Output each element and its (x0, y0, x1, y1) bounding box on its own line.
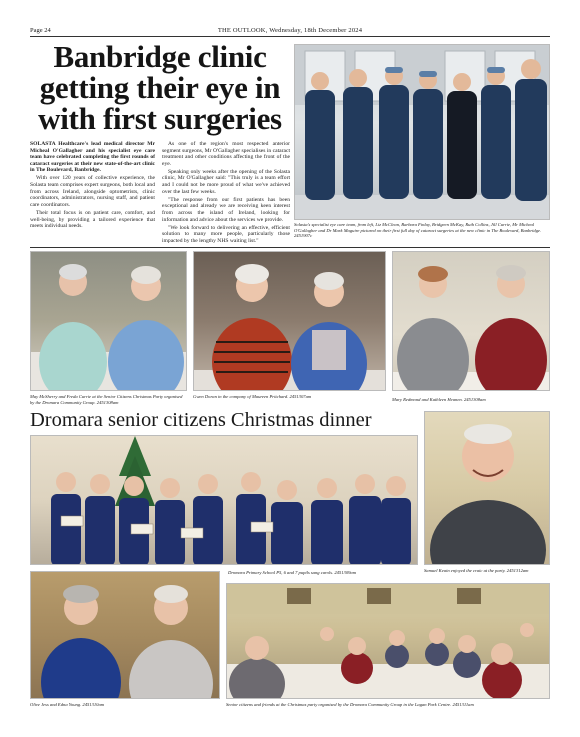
photo-olive-edna (30, 571, 220, 699)
photo-school-choir (30, 435, 418, 565)
header-rule (30, 36, 550, 37)
caption-olive-edna: Olive Jess and Edna Young. 2451310am (30, 702, 105, 707)
article-column-2 (162, 141, 290, 246)
photo-samuel-illustration (425, 412, 550, 565)
article-paragraph: Speaking only weeks after the opening of the Solasta clinic, Mr O'Gallagher said: "This truly is a team effort and I could not be more proud of what we've achieved over the last few weeks. (162, 168, 290, 195)
article-paragraph: "The response from our first patients has been exceptional and already we are receiving keen interest from across the island of Ireland, looking for information and advice about the services we provide. (162, 196, 290, 223)
photo-may-freda-illustration (31, 252, 187, 391)
headline-line: getting their eye in (39, 70, 281, 105)
caption-mary-kathleen: Mary Redmond and Kathleen Heanen. 2451308am (392, 397, 486, 402)
photo-gwen-maureen-illustration (194, 252, 386, 391)
article-paragraph: As one of the region's most respected anterior segment surgeons, Mr O'Gallagher specialises in cataract treatment and other conditions affecting the front of the eye. (162, 141, 290, 167)
photo-samuel (424, 411, 550, 565)
article-paragraph: With over 120 years of collective experience, the Solasta team comprises expert surgeons, both local and from across Ireland, alongside optometrists, clinic coordinators, administrators, nursing staff, and patient care coordinators. (30, 175, 155, 208)
article-paragraph: Their total focus is on patient care, comfort, and well-being, by providing a tailored experience that meets individual needs. (30, 209, 155, 230)
caption-school-choir: Dromara Primary School P5, 6 and 7 pupils sang carols. 2451309am (228, 570, 357, 575)
article-column-1 (30, 141, 155, 246)
photo-mary-kathleen (392, 251, 550, 391)
caption-samuel: Samuel Keain enjoyed the craic at the party. 2451312am (424, 568, 529, 573)
publication-line: THE OUTLOOK, Wednesday, 18th December 2024 (217, 27, 363, 34)
photo-mary-kathleen-illustration (393, 252, 550, 391)
photo-party-hall-illustration (227, 584, 550, 699)
headline-line: Banbridge clinic (53, 39, 267, 74)
photo-may-freda (30, 251, 187, 391)
headline-line: with first surgeries (38, 101, 282, 136)
section-title: Dromara senior citizens Christmas dinner (30, 409, 372, 431)
clinic-photo-caption: Solasta's specialist eye care team, from left, Liz McClean, Barbara Finlay, Bridgeen McKay, Ruth Collins, Jill Currie, Mr Micheal O'Gallagher and Dr Mark Maguire pictured on their first full day of cataract surgeries at the new clinic in The Boulevard, Banbridge. 2451907c (294, 222, 542, 239)
article-headline (30, 41, 290, 134)
caption-party-hall: Senior citizens and friends at the Christmas party organised by the Dromara Community Group in the Lagan Park Centre. 2451311am (226, 702, 474, 707)
photo-olive-edna-illustration (31, 572, 220, 699)
photo-gwen-maureen (193, 251, 386, 391)
caption-gwen-maureen: Gwen Doran in the company of Maureen Pritchard. 2451307am (193, 394, 312, 399)
caption-may-freda: May McSherry and Freda Currie at the Senior Citizens Christmas Party organised by the Dromara Community Group. 2451308am (30, 394, 183, 405)
photo-party-hall (226, 583, 550, 699)
clinic-team-illustration (295, 45, 550, 220)
page-number: Page 24 (30, 27, 51, 34)
clinic-team-photo (294, 44, 550, 220)
article-paragraph: "We look forward to delivering an effective, efficient solution to many more people, particularly those impacted by the lengthy NHS waiting list." (162, 224, 290, 244)
section-rule (30, 247, 550, 248)
photo-school-choir-illustration (31, 436, 418, 565)
article-paragraph: SOLASTA Healthcare's lead medical director Mr Micheal O'Gallagher and his specialist eye care team have celebrated completing the first rounds of cataract surgeries at their new state-of-the-art clinic in The Boulevard, Banbridge. (30, 141, 155, 174)
